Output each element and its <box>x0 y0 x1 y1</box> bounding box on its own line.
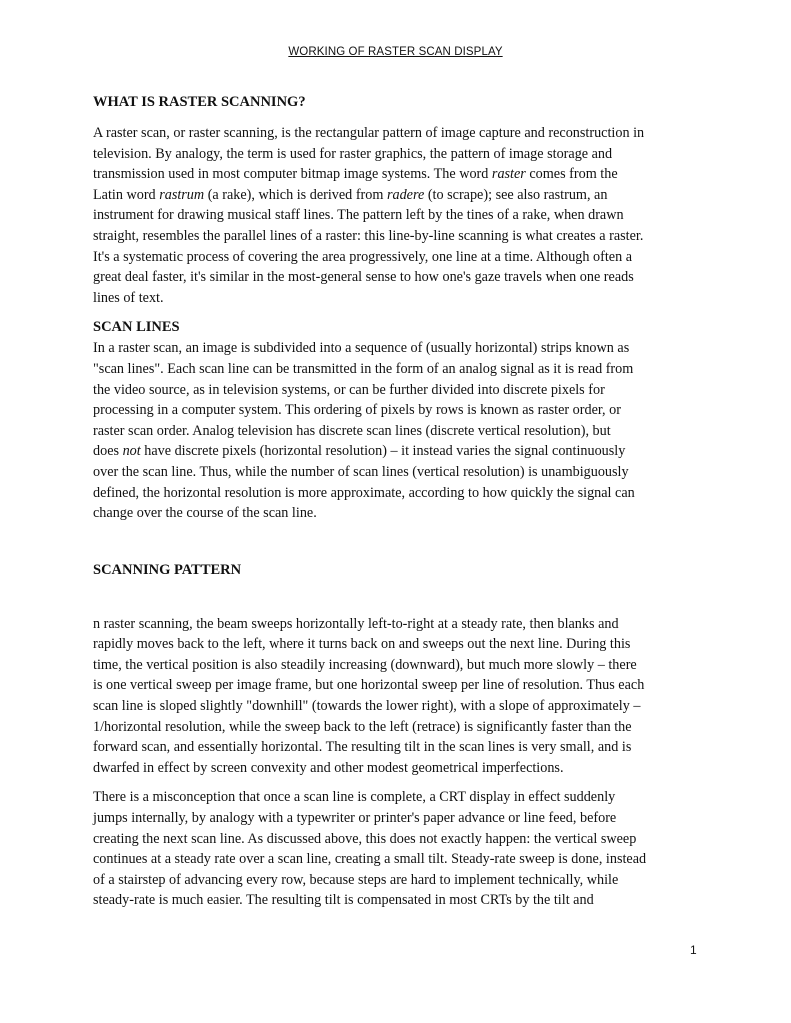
text-line: "scan lines". Each scan line can be transmitted in the form of an analog signal as it is read from <box>93 360 634 377</box>
text-line: jumps internally, by analogy with a typewriter or printer's paper advance or line feed, before <box>93 810 617 827</box>
text-line: steady-rate is much easier. The resulting tilt is compensated in most CRTs by the tilt and <box>93 892 594 909</box>
text-line <box>93 164 701 185</box>
paragraph-scanning-pattern-1 <box>93 614 701 779</box>
text-line: A raster scan, or raster scanning, is the rectangular pattern of image capture and reconstruction in <box>93 125 645 141</box>
text-line: the video source, as in television systems, or can be further divided into discrete pixels for <box>93 381 605 398</box>
text-line: There is a misconception that once a scan line is complete, a CRT display in effect suddenly <box>93 789 616 806</box>
text-line: is one vertical sweep per image frame, but one horizontal sweep per line of resolution. Thus each <box>93 677 645 694</box>
italic-term-not: not <box>122 443 141 460</box>
text-line: scan line is sloped slightly "downhill" (towards the lower right), with a slope of approximately – <box>93 698 641 715</box>
page-header-title: WORKING OF RASTER SCAN DISPLAY <box>288 46 503 58</box>
text-line: straight, resembles the parallel lines of a raster: this line-by-line scanning is what creates a raster. <box>93 227 644 244</box>
italic-term-radere: radere <box>386 186 425 203</box>
text-line: 1/horizontal resolution, while the sweep back to the left (retrace) is significantly faster than the <box>93 718 632 735</box>
text-line: of a stairstep of advancing every row, because steps are hard to implement technically, while <box>93 871 619 888</box>
paragraph-raster-scan-intro <box>93 123 701 308</box>
text-line: dwarfed in effect by screen convexity and other modest geometrical imperfections. <box>93 759 564 776</box>
text-line <box>93 441 701 462</box>
text-run: does <box>93 443 123 460</box>
text-line: change over the course of the scan line. <box>93 505 317 522</box>
text-line: over the scan line. Thus, while the number of scan lines (vertical resolution) is unambiguously <box>93 463 629 480</box>
section-heading-what-is-raster-scanning: WHAT IS RASTER SCANNING? <box>93 94 306 110</box>
section-heading-scanning-pattern: SCANNING PATTERN <box>93 561 242 578</box>
paragraph-scanning-pattern-2 <box>93 787 701 911</box>
text-line: lines of text. <box>93 289 164 306</box>
text-line: raster scan order. Analog television has discrete scan lines (discrete vertical resolution), but <box>93 422 611 439</box>
text-line: great deal faster, it's similar in the most-general sense to how one's gaze travels when one reads <box>93 269 634 286</box>
italic-term-rastrum: rastrum <box>159 186 205 203</box>
paragraph-scan-lines <box>93 338 701 523</box>
document-body <box>93 92 701 911</box>
text-line <box>93 185 701 206</box>
text-line: continues at a steady rate over a scan line, creating a small tilt. Steady-rate sweep is done, instead <box>93 851 647 868</box>
text-line: rapidly moves back to the left, where it turns back on and sweeps out the next line. During this <box>93 636 631 653</box>
text-run: transmission used in most computer bitmap image systems. The word <box>93 166 492 183</box>
text-run: (to scrape); see also rastrum, an <box>424 186 608 203</box>
text-run: have discrete pixels (horizontal resolution) – it instead varies the signal continuously <box>140 443 626 460</box>
text-line: creating the next scan line. As discussed above, this does not exactly happen: the vertical sweep <box>93 830 637 847</box>
page-number: 1 <box>690 943 697 957</box>
text-run: (a rake), which is derived from <box>204 186 387 203</box>
text-line: instrument for drawing musical staff lines. The pattern left by the tines of a rake, when drawn <box>93 207 624 224</box>
text-line: forward scan, and essentially horizontal. The resulting tilt in the scan lines is very small, and is <box>93 739 632 756</box>
text-run: Latin word <box>93 186 160 203</box>
text-run: comes from the <box>525 166 618 183</box>
text-line: processing in a computer system. This ordering of pixels by rows is known as raster order, or <box>93 402 621 419</box>
text-line: time, the vertical position is also steadily increasing (downward), but much more slowly – there <box>93 656 637 673</box>
section-heading-scan-lines: SCAN LINES <box>93 319 180 336</box>
text-line: television. By analogy, the term is used for raster graphics, the pattern of image storage and <box>93 145 613 162</box>
italic-term-raster: raster <box>491 166 526 183</box>
text-line: It's a systematic process of covering the area progressively, one line at a time. Although often a <box>93 248 633 265</box>
text-line: In a raster scan, an image is subdivided into a sequence of (usually horizontal) strips known as <box>93 340 630 357</box>
text-line: n raster scanning, the beam sweeps horizontally left-to-right at a steady rate, then blanks and <box>93 615 619 632</box>
text-line: defined, the horizontal resolution is more approximate, according to how quickly the signal can <box>93 484 635 501</box>
